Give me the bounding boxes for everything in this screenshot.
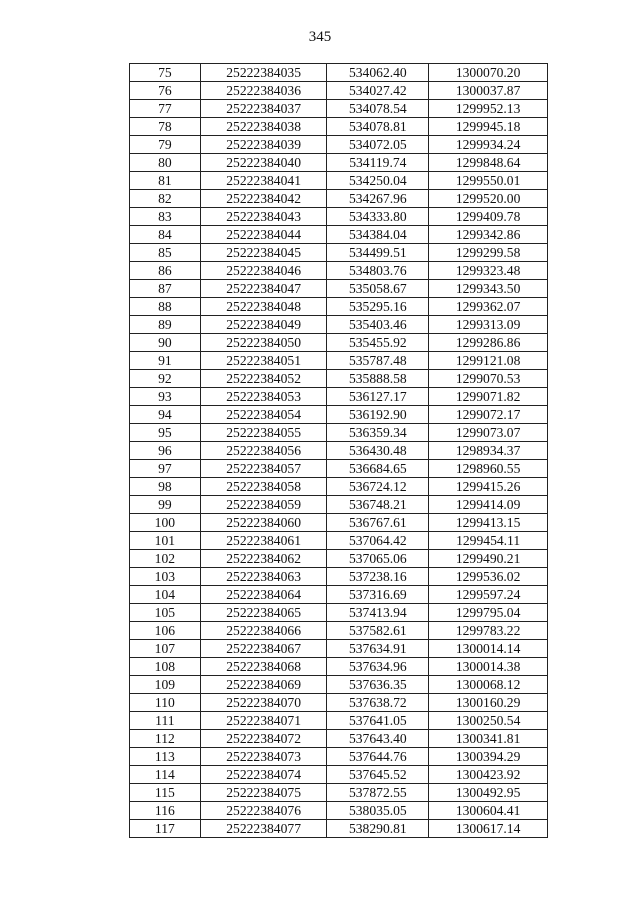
y-coordinate-cell: 1299795.04 bbox=[429, 604, 548, 622]
table-row bbox=[130, 154, 548, 172]
point-id-cell: 25222384071 bbox=[200, 712, 327, 730]
point-id-cell: 25222384052 bbox=[200, 370, 327, 388]
x-coordinate-cell: 535058.67 bbox=[327, 280, 429, 298]
y-coordinate-cell: 1299945.18 bbox=[429, 118, 548, 136]
x-coordinate-cell: 535455.92 bbox=[327, 334, 429, 352]
point-number-cell: 96 bbox=[130, 442, 201, 460]
x-coordinate-cell: 537582.61 bbox=[327, 622, 429, 640]
point-number-cell: 115 bbox=[130, 784, 201, 802]
point-id-cell: 25222384041 bbox=[200, 172, 327, 190]
table-row bbox=[130, 100, 548, 118]
table-row bbox=[130, 208, 548, 226]
table-row bbox=[130, 406, 548, 424]
y-coordinate-cell: 1299121.08 bbox=[429, 352, 548, 370]
x-coordinate-cell: 536724.12 bbox=[327, 478, 429, 496]
point-id-cell: 25222384042 bbox=[200, 190, 327, 208]
y-coordinate-cell: 1300423.92 bbox=[429, 766, 548, 784]
point-number-cell: 82 bbox=[130, 190, 201, 208]
point-id-cell: 25222384067 bbox=[200, 640, 327, 658]
x-coordinate-cell: 537634.91 bbox=[327, 640, 429, 658]
x-coordinate-cell: 537643.40 bbox=[327, 730, 429, 748]
point-id-cell: 25222384050 bbox=[200, 334, 327, 352]
point-number-cell: 90 bbox=[130, 334, 201, 352]
x-coordinate-cell: 534250.04 bbox=[327, 172, 429, 190]
point-id-cell: 25222384051 bbox=[200, 352, 327, 370]
point-id-cell: 25222384059 bbox=[200, 496, 327, 514]
point-number-cell: 87 bbox=[130, 280, 201, 298]
y-coordinate-cell: 1299343.50 bbox=[429, 280, 548, 298]
point-id-cell: 25222384069 bbox=[200, 676, 327, 694]
point-number-cell: 101 bbox=[130, 532, 201, 550]
x-coordinate-cell: 534384.04 bbox=[327, 226, 429, 244]
point-number-cell: 85 bbox=[130, 244, 201, 262]
x-coordinate-cell: 538035.05 bbox=[327, 802, 429, 820]
table-row bbox=[130, 370, 548, 388]
y-coordinate-cell: 1300068.12 bbox=[429, 676, 548, 694]
point-number-cell: 112 bbox=[130, 730, 201, 748]
point-id-cell: 25222384057 bbox=[200, 460, 327, 478]
x-coordinate-cell: 536192.90 bbox=[327, 406, 429, 424]
y-coordinate-cell: 1300394.29 bbox=[429, 748, 548, 766]
y-coordinate-cell: 1299413.15 bbox=[429, 514, 548, 532]
y-coordinate-cell: 1299783.22 bbox=[429, 622, 548, 640]
point-number-cell: 113 bbox=[130, 748, 201, 766]
table-row bbox=[130, 334, 548, 352]
x-coordinate-cell: 537645.52 bbox=[327, 766, 429, 784]
point-number-cell: 105 bbox=[130, 604, 201, 622]
point-id-cell: 25222384038 bbox=[200, 118, 327, 136]
point-number-cell: 76 bbox=[130, 82, 201, 100]
x-coordinate-cell: 537638.72 bbox=[327, 694, 429, 712]
point-number-cell: 84 bbox=[130, 226, 201, 244]
point-number-cell: 91 bbox=[130, 352, 201, 370]
point-number-cell: 103 bbox=[130, 568, 201, 586]
table-row bbox=[130, 640, 548, 658]
table-row bbox=[130, 586, 548, 604]
point-id-cell: 25222384039 bbox=[200, 136, 327, 154]
table-row bbox=[130, 280, 548, 298]
y-coordinate-cell: 1300014.38 bbox=[429, 658, 548, 676]
table-row bbox=[130, 550, 548, 568]
y-coordinate-cell: 1299313.09 bbox=[429, 316, 548, 334]
y-coordinate-cell: 1298960.55 bbox=[429, 460, 548, 478]
x-coordinate-cell: 534078.54 bbox=[327, 100, 429, 118]
x-coordinate-cell: 537634.96 bbox=[327, 658, 429, 676]
y-coordinate-cell: 1299071.82 bbox=[429, 388, 548, 406]
table-row bbox=[130, 694, 548, 712]
point-number-cell: 94 bbox=[130, 406, 201, 424]
table-row bbox=[130, 442, 548, 460]
table-row bbox=[130, 262, 548, 280]
table-row bbox=[130, 352, 548, 370]
table-row bbox=[130, 244, 548, 262]
y-coordinate-cell: 1300604.41 bbox=[429, 802, 548, 820]
y-coordinate-cell: 1299409.78 bbox=[429, 208, 548, 226]
table-row bbox=[130, 118, 548, 136]
point-id-cell: 25222384070 bbox=[200, 694, 327, 712]
point-id-cell: 25222384061 bbox=[200, 532, 327, 550]
table-row bbox=[130, 730, 548, 748]
point-id-cell: 25222384048 bbox=[200, 298, 327, 316]
y-coordinate-cell: 1300617.14 bbox=[429, 820, 548, 838]
coordinates-table bbox=[129, 63, 548, 838]
point-number-cell: 99 bbox=[130, 496, 201, 514]
x-coordinate-cell: 537636.35 bbox=[327, 676, 429, 694]
x-coordinate-cell: 535888.58 bbox=[327, 370, 429, 388]
point-id-cell: 25222384064 bbox=[200, 586, 327, 604]
table-row bbox=[130, 658, 548, 676]
y-coordinate-cell: 1299072.17 bbox=[429, 406, 548, 424]
y-coordinate-cell: 1300070.20 bbox=[429, 64, 548, 82]
point-id-cell: 25222384058 bbox=[200, 478, 327, 496]
x-coordinate-cell: 537064.42 bbox=[327, 532, 429, 550]
y-coordinate-cell: 1300341.81 bbox=[429, 730, 548, 748]
y-coordinate-cell: 1299934.24 bbox=[429, 136, 548, 154]
point-id-cell: 25222384049 bbox=[200, 316, 327, 334]
x-coordinate-cell: 534072.05 bbox=[327, 136, 429, 154]
y-coordinate-cell: 1300037.87 bbox=[429, 82, 548, 100]
table-row bbox=[130, 190, 548, 208]
point-number-cell: 81 bbox=[130, 172, 201, 190]
point-id-cell: 25222384046 bbox=[200, 262, 327, 280]
point-number-cell: 110 bbox=[130, 694, 201, 712]
x-coordinate-cell: 535295.16 bbox=[327, 298, 429, 316]
y-coordinate-cell: 1299952.13 bbox=[429, 100, 548, 118]
table-row bbox=[130, 766, 548, 784]
table-row bbox=[130, 604, 548, 622]
table-row bbox=[130, 460, 548, 478]
x-coordinate-cell: 534027.42 bbox=[327, 82, 429, 100]
table-row bbox=[130, 712, 548, 730]
point-number-cell: 108 bbox=[130, 658, 201, 676]
point-id-cell: 25222384073 bbox=[200, 748, 327, 766]
x-coordinate-cell: 537413.94 bbox=[327, 604, 429, 622]
x-coordinate-cell: 536127.17 bbox=[327, 388, 429, 406]
point-number-cell: 83 bbox=[130, 208, 201, 226]
page-number: 345 bbox=[308, 29, 332, 45]
x-coordinate-cell: 536767.61 bbox=[327, 514, 429, 532]
y-coordinate-cell: 1299848.64 bbox=[429, 154, 548, 172]
x-coordinate-cell: 534062.40 bbox=[327, 64, 429, 82]
point-id-cell: 25222384045 bbox=[200, 244, 327, 262]
y-coordinate-cell: 1298934.37 bbox=[429, 442, 548, 460]
table-row bbox=[130, 820, 548, 838]
point-id-cell: 25222384077 bbox=[200, 820, 327, 838]
point-number-cell: 80 bbox=[130, 154, 201, 172]
y-coordinate-cell: 1300250.54 bbox=[429, 712, 548, 730]
y-coordinate-cell: 1299362.07 bbox=[429, 298, 548, 316]
table-row bbox=[130, 64, 548, 82]
x-coordinate-cell: 534119.74 bbox=[327, 154, 429, 172]
point-number-cell: 89 bbox=[130, 316, 201, 334]
point-number-cell: 100 bbox=[130, 514, 201, 532]
point-id-cell: 25222384075 bbox=[200, 784, 327, 802]
x-coordinate-cell: 536430.48 bbox=[327, 442, 429, 460]
point-id-cell: 25222384076 bbox=[200, 802, 327, 820]
x-coordinate-cell: 537644.76 bbox=[327, 748, 429, 766]
x-coordinate-cell: 537065.06 bbox=[327, 550, 429, 568]
point-id-cell: 25222384054 bbox=[200, 406, 327, 424]
y-coordinate-cell: 1299414.09 bbox=[429, 496, 548, 514]
y-coordinate-cell: 1299415.26 bbox=[429, 478, 548, 496]
point-number-cell: 93 bbox=[130, 388, 201, 406]
point-number-cell: 107 bbox=[130, 640, 201, 658]
y-coordinate-cell: 1299550.01 bbox=[429, 172, 548, 190]
point-id-cell: 25222384066 bbox=[200, 622, 327, 640]
y-coordinate-cell: 1299454.11 bbox=[429, 532, 548, 550]
x-coordinate-cell: 537316.69 bbox=[327, 586, 429, 604]
point-id-cell: 25222384062 bbox=[200, 550, 327, 568]
point-id-cell: 25222384040 bbox=[200, 154, 327, 172]
x-coordinate-cell: 538290.81 bbox=[327, 820, 429, 838]
x-coordinate-cell: 535787.48 bbox=[327, 352, 429, 370]
x-coordinate-cell: 534803.76 bbox=[327, 262, 429, 280]
x-coordinate-cell: 537641.05 bbox=[327, 712, 429, 730]
table-row bbox=[130, 568, 548, 586]
point-id-cell: 25222384060 bbox=[200, 514, 327, 532]
table-row bbox=[130, 388, 548, 406]
point-number-cell: 77 bbox=[130, 100, 201, 118]
point-number-cell: 102 bbox=[130, 550, 201, 568]
point-number-cell: 109 bbox=[130, 676, 201, 694]
x-coordinate-cell: 534499.51 bbox=[327, 244, 429, 262]
point-number-cell: 116 bbox=[130, 802, 201, 820]
y-coordinate-cell: 1299597.24 bbox=[429, 586, 548, 604]
table-row bbox=[130, 748, 548, 766]
table-row bbox=[130, 82, 548, 100]
point-id-cell: 25222384074 bbox=[200, 766, 327, 784]
point-number-cell: 95 bbox=[130, 424, 201, 442]
table-row bbox=[130, 316, 548, 334]
table-row bbox=[130, 676, 548, 694]
table-row bbox=[130, 784, 548, 802]
point-number-cell: 75 bbox=[130, 64, 201, 82]
table-row bbox=[130, 802, 548, 820]
point-number-cell: 86 bbox=[130, 262, 201, 280]
point-number-cell: 88 bbox=[130, 298, 201, 316]
y-coordinate-cell: 1299342.86 bbox=[429, 226, 548, 244]
table-row bbox=[130, 136, 548, 154]
point-number-cell: 104 bbox=[130, 586, 201, 604]
table-body bbox=[130, 64, 548, 838]
point-number-cell: 114 bbox=[130, 766, 201, 784]
x-coordinate-cell: 537872.55 bbox=[327, 784, 429, 802]
point-number-cell: 78 bbox=[130, 118, 201, 136]
point-id-cell: 25222384036 bbox=[200, 82, 327, 100]
point-id-cell: 25222384056 bbox=[200, 442, 327, 460]
point-number-cell: 92 bbox=[130, 370, 201, 388]
table-row bbox=[130, 226, 548, 244]
table-row bbox=[130, 172, 548, 190]
x-coordinate-cell: 534267.96 bbox=[327, 190, 429, 208]
x-coordinate-cell: 536684.65 bbox=[327, 460, 429, 478]
point-id-cell: 25222384043 bbox=[200, 208, 327, 226]
point-number-cell: 117 bbox=[130, 820, 201, 838]
point-id-cell: 25222384055 bbox=[200, 424, 327, 442]
point-id-cell: 25222384068 bbox=[200, 658, 327, 676]
point-id-cell: 25222384047 bbox=[200, 280, 327, 298]
point-id-cell: 25222384035 bbox=[200, 64, 327, 82]
table-row bbox=[130, 478, 548, 496]
y-coordinate-cell: 1299490.21 bbox=[429, 550, 548, 568]
point-number-cell: 98 bbox=[130, 478, 201, 496]
point-number-cell: 79 bbox=[130, 136, 201, 154]
point-id-cell: 25222384072 bbox=[200, 730, 327, 748]
point-id-cell: 25222384065 bbox=[200, 604, 327, 622]
point-id-cell: 25222384037 bbox=[200, 100, 327, 118]
table-row bbox=[130, 298, 548, 316]
y-coordinate-cell: 1299299.58 bbox=[429, 244, 548, 262]
y-coordinate-cell: 1299286.86 bbox=[429, 334, 548, 352]
y-coordinate-cell: 1299323.48 bbox=[429, 262, 548, 280]
y-coordinate-cell: 1299070.53 bbox=[429, 370, 548, 388]
table-row bbox=[130, 532, 548, 550]
point-id-cell: 25222384063 bbox=[200, 568, 327, 586]
y-coordinate-cell: 1300160.29 bbox=[429, 694, 548, 712]
table-row bbox=[130, 496, 548, 514]
y-coordinate-cell: 1299536.02 bbox=[429, 568, 548, 586]
y-coordinate-cell: 1300492.95 bbox=[429, 784, 548, 802]
x-coordinate-cell: 537238.16 bbox=[327, 568, 429, 586]
table-row bbox=[130, 514, 548, 532]
x-coordinate-cell: 535403.46 bbox=[327, 316, 429, 334]
point-number-cell: 106 bbox=[130, 622, 201, 640]
y-coordinate-cell: 1299073.07 bbox=[429, 424, 548, 442]
point-number-cell: 97 bbox=[130, 460, 201, 478]
table-row bbox=[130, 424, 548, 442]
point-number-cell: 111 bbox=[130, 712, 201, 730]
point-id-cell: 25222384044 bbox=[200, 226, 327, 244]
x-coordinate-cell: 534333.80 bbox=[327, 208, 429, 226]
x-coordinate-cell: 534078.81 bbox=[327, 118, 429, 136]
point-id-cell: 25222384053 bbox=[200, 388, 327, 406]
table-row bbox=[130, 622, 548, 640]
y-coordinate-cell: 1300014.14 bbox=[429, 640, 548, 658]
x-coordinate-cell: 536359.34 bbox=[327, 424, 429, 442]
x-coordinate-cell: 536748.21 bbox=[327, 496, 429, 514]
y-coordinate-cell: 1299520.00 bbox=[429, 190, 548, 208]
